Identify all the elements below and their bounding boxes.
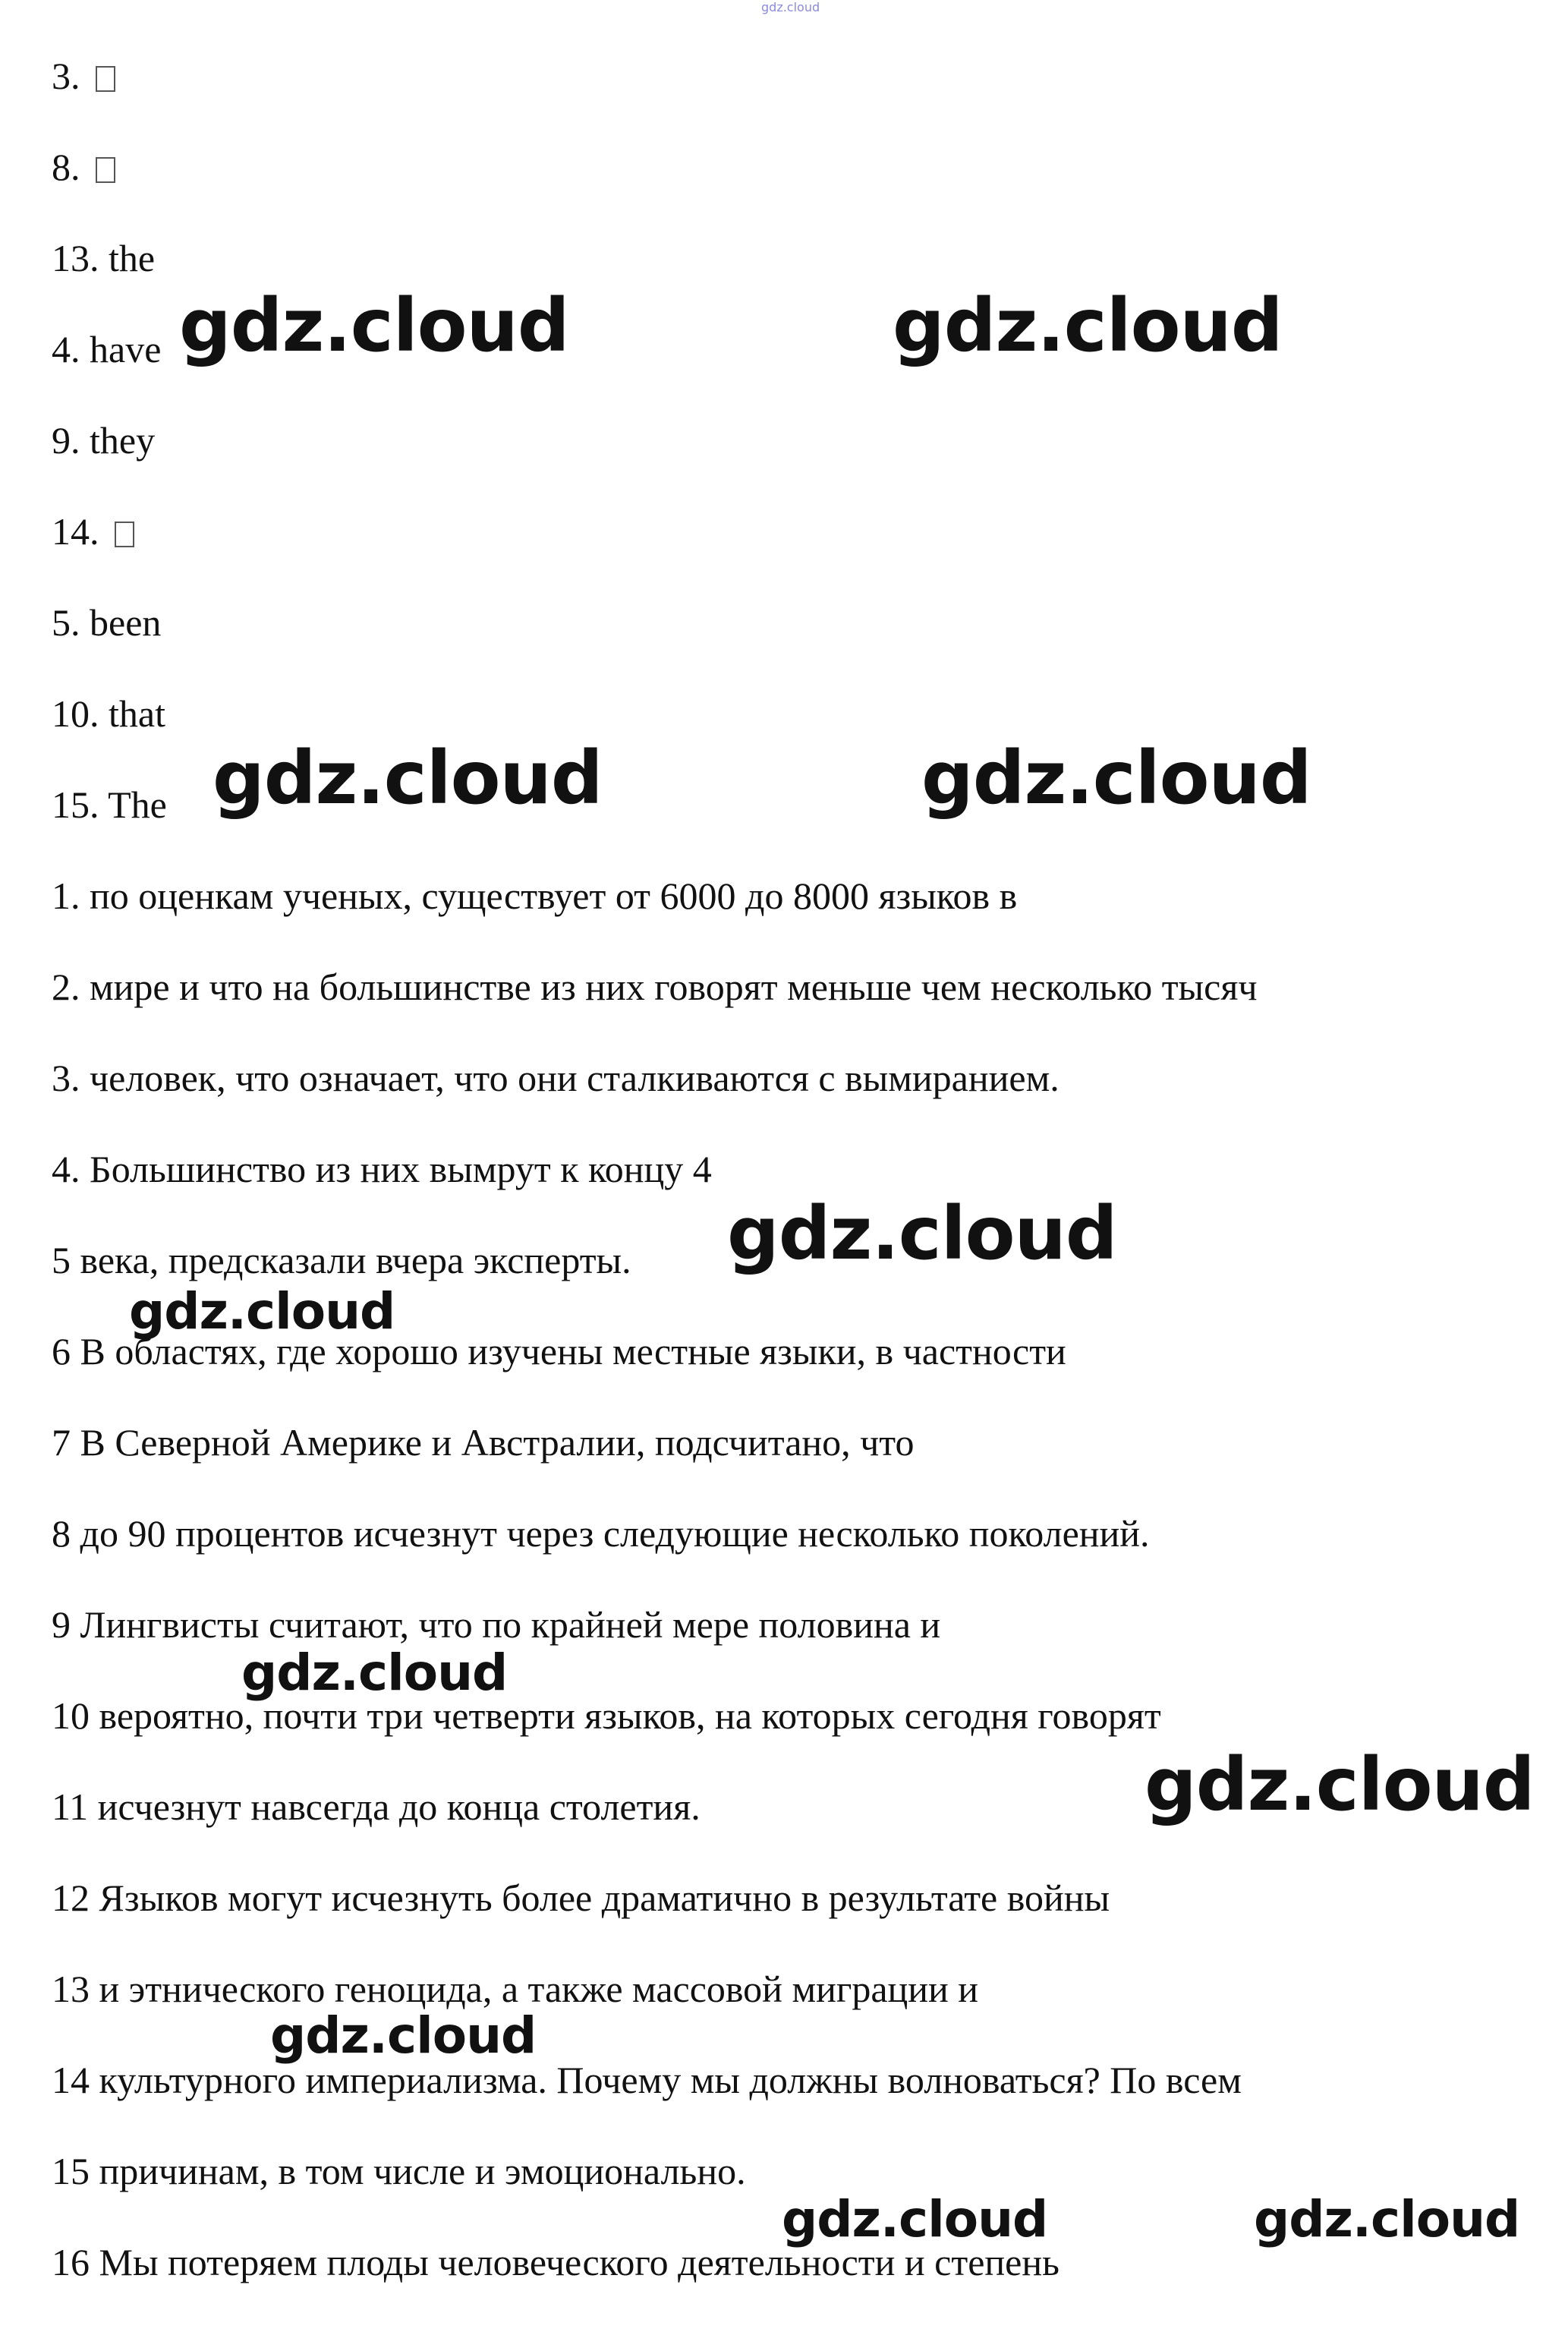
translation-line: 14 культурного империализма. Почему мы должны волноваться? По всем (52, 2059, 1242, 2101)
translation-line: 5 века, предсказали вчера эксперты. (52, 1239, 631, 1281)
watermark: gdz.cloud (727, 1191, 1117, 1276)
answer-item: 3. (52, 53, 115, 99)
answer-item: 13. the (52, 237, 156, 279)
watermark: gdz.cloud (1254, 2190, 1520, 2248)
answer-item: 5. been (52, 601, 162, 644)
watermark: gdz.cloud (241, 1643, 508, 1702)
translation-line: 7 В Северной Америке и Австралии, подсчитано, что (52, 1421, 915, 1464)
missing-glyph-box (96, 66, 115, 92)
translation-line: 6 В областях, где хорошо изучены местные языки, в частности (52, 1330, 1066, 1372)
translation-line: 1. по оценкам ученых, существует от 6000 до 8000 языков в (52, 874, 1018, 917)
translation-line: 2. мире и что на большинстве из них говорят меньше чем несколько тысяч (52, 966, 1258, 1008)
watermark: gdz.cloud (782, 2190, 1048, 2248)
watermark: gdz.cloud (270, 2006, 537, 2065)
translation-line: 9 Лингвисты считают, что по крайней мере половина и (52, 1603, 941, 1646)
watermark: gdz.cloud (1145, 1742, 1535, 1827)
translation-line: 11 исчезнут навсегда до конца столетия. (52, 1785, 701, 1828)
watermark: gdz.cloud (129, 1282, 395, 1341)
translation-line: 4. Большинство из них вымрут к концу 4 (52, 1148, 712, 1190)
translation-line: 10 вероятно, почти три четверти языков, на которых сегодня говорят (52, 1694, 1161, 1737)
translation-line: 8 до 90 процентов исчезнут через следующие несколько поколений. (52, 1512, 1150, 1555)
answer-item: 10. that (52, 692, 165, 735)
translation-line: 12 Языков могут исчезнуть более драматично в результате войны (52, 1877, 1110, 1919)
watermark: gdz.cloud (893, 283, 1283, 368)
answer-item: 8. (52, 144, 115, 190)
translation-line: 13 и этнического геноцида, а также массовой миграции и (52, 1968, 979, 2010)
missing-glyph-box (96, 157, 115, 183)
translation-line: 15 причинам, в том числе и эмоционально. (52, 2150, 746, 2192)
watermark: gdz.cloud (179, 283, 569, 368)
translation-line: 16 Мы потеряем плоды человеческого деятельности и степень (52, 2241, 1060, 2283)
header-watermark: gdz.cloud (761, 0, 820, 14)
watermark: gdz.cloud (213, 736, 603, 821)
missing-glyph-box (115, 522, 134, 547)
answer-item: 9. they (52, 419, 156, 462)
watermark: gdz.cloud (921, 736, 1311, 821)
answer-item: 4. have (52, 328, 162, 370)
translation-line: 3. человек, что означает, что они сталкиваются с вымиранием. (52, 1057, 1060, 1099)
answer-item: 14. (52, 509, 134, 554)
answer-item: 15. The (52, 783, 167, 826)
